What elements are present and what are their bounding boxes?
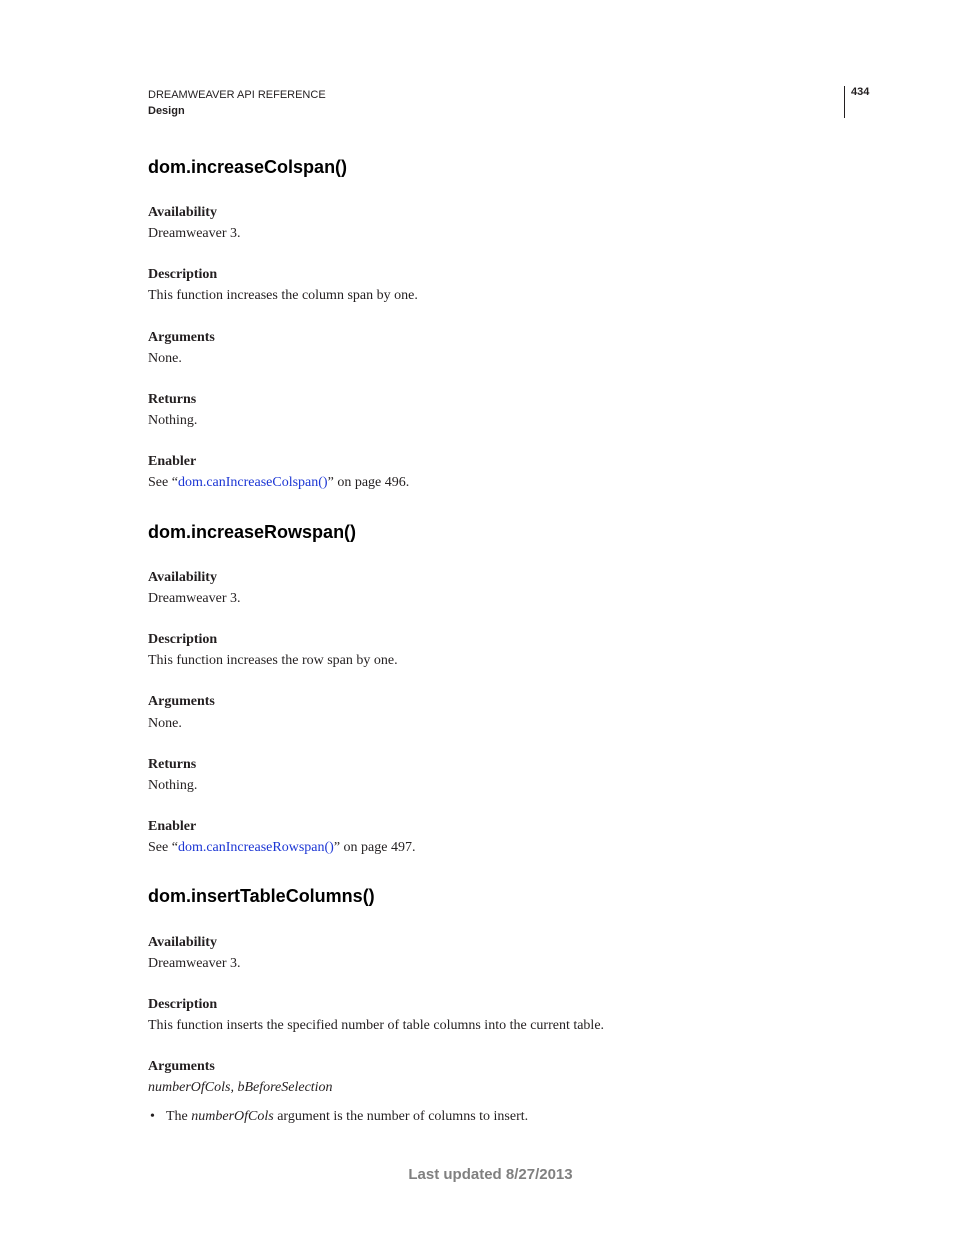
availability-label: Availability bbox=[148, 935, 217, 950]
section-title-increase-colspan: dom.increaseColspan() bbox=[148, 157, 348, 177]
description-text: This function increases the column span by one. bbox=[148, 288, 418, 303]
section-name: Design bbox=[148, 105, 185, 117]
arguments-label: Arguments bbox=[148, 694, 215, 709]
page-number: 434 bbox=[851, 86, 870, 98]
arguments-text: numberOfCols, bBeforeSelection bbox=[148, 1080, 333, 1095]
returns-label: Returns bbox=[148, 392, 197, 407]
description-text: This function inserts the specified number of table columns into the current table. bbox=[148, 1018, 605, 1033]
returns-text: Nothing. bbox=[148, 413, 198, 428]
enabler-text: See “dom.canIncreaseRowspan()” on page 497. bbox=[148, 840, 416, 855]
arguments-text: None. bbox=[148, 716, 182, 731]
availability-text: Dreamweaver 3. bbox=[148, 591, 241, 606]
enabler-label: Enabler bbox=[148, 454, 197, 469]
arguments-label: Arguments bbox=[148, 330, 215, 345]
arguments-label: Arguments bbox=[148, 1059, 215, 1074]
enabler-link[interactable]: dom.canIncreaseRowspan() bbox=[177, 840, 334, 855]
header-divider bbox=[844, 86, 845, 118]
availability-text: Dreamweaver 3. bbox=[148, 956, 241, 971]
section-title-increase-rowspan: dom.increaseRowspan() bbox=[148, 522, 357, 542]
availability-label: Availability bbox=[148, 205, 217, 220]
returns-label: Returns bbox=[148, 757, 197, 772]
enabler-text: See “dom.canIncreaseColspan()” on page 496. bbox=[148, 475, 410, 490]
availability-text: Dreamweaver 3. bbox=[148, 226, 241, 241]
returns-text: Nothing. bbox=[148, 778, 198, 793]
availability-label: Availability bbox=[148, 570, 217, 585]
description-label: Description bbox=[148, 997, 218, 1012]
enabler-label: Enabler bbox=[148, 819, 197, 834]
footer-last-updated: Last updated 8/27/2013 bbox=[408, 1166, 573, 1183]
arguments-text: None. bbox=[148, 351, 182, 366]
bullet-text: The numberOfCols argument is the number of columns to insert. bbox=[166, 1109, 529, 1124]
description-label: Description bbox=[148, 632, 218, 647]
section-title-insert-table-columns: dom.insertTableColumns() bbox=[148, 886, 375, 906]
doc-title: DREAMWEAVER API REFERENCE bbox=[148, 89, 326, 101]
description-text: This function increases the row span by one. bbox=[148, 653, 398, 668]
bullet-icon: • bbox=[150, 1109, 155, 1124]
enabler-link[interactable]: dom.canIncreaseColspan() bbox=[177, 475, 328, 490]
description-label: Description bbox=[148, 267, 218, 282]
